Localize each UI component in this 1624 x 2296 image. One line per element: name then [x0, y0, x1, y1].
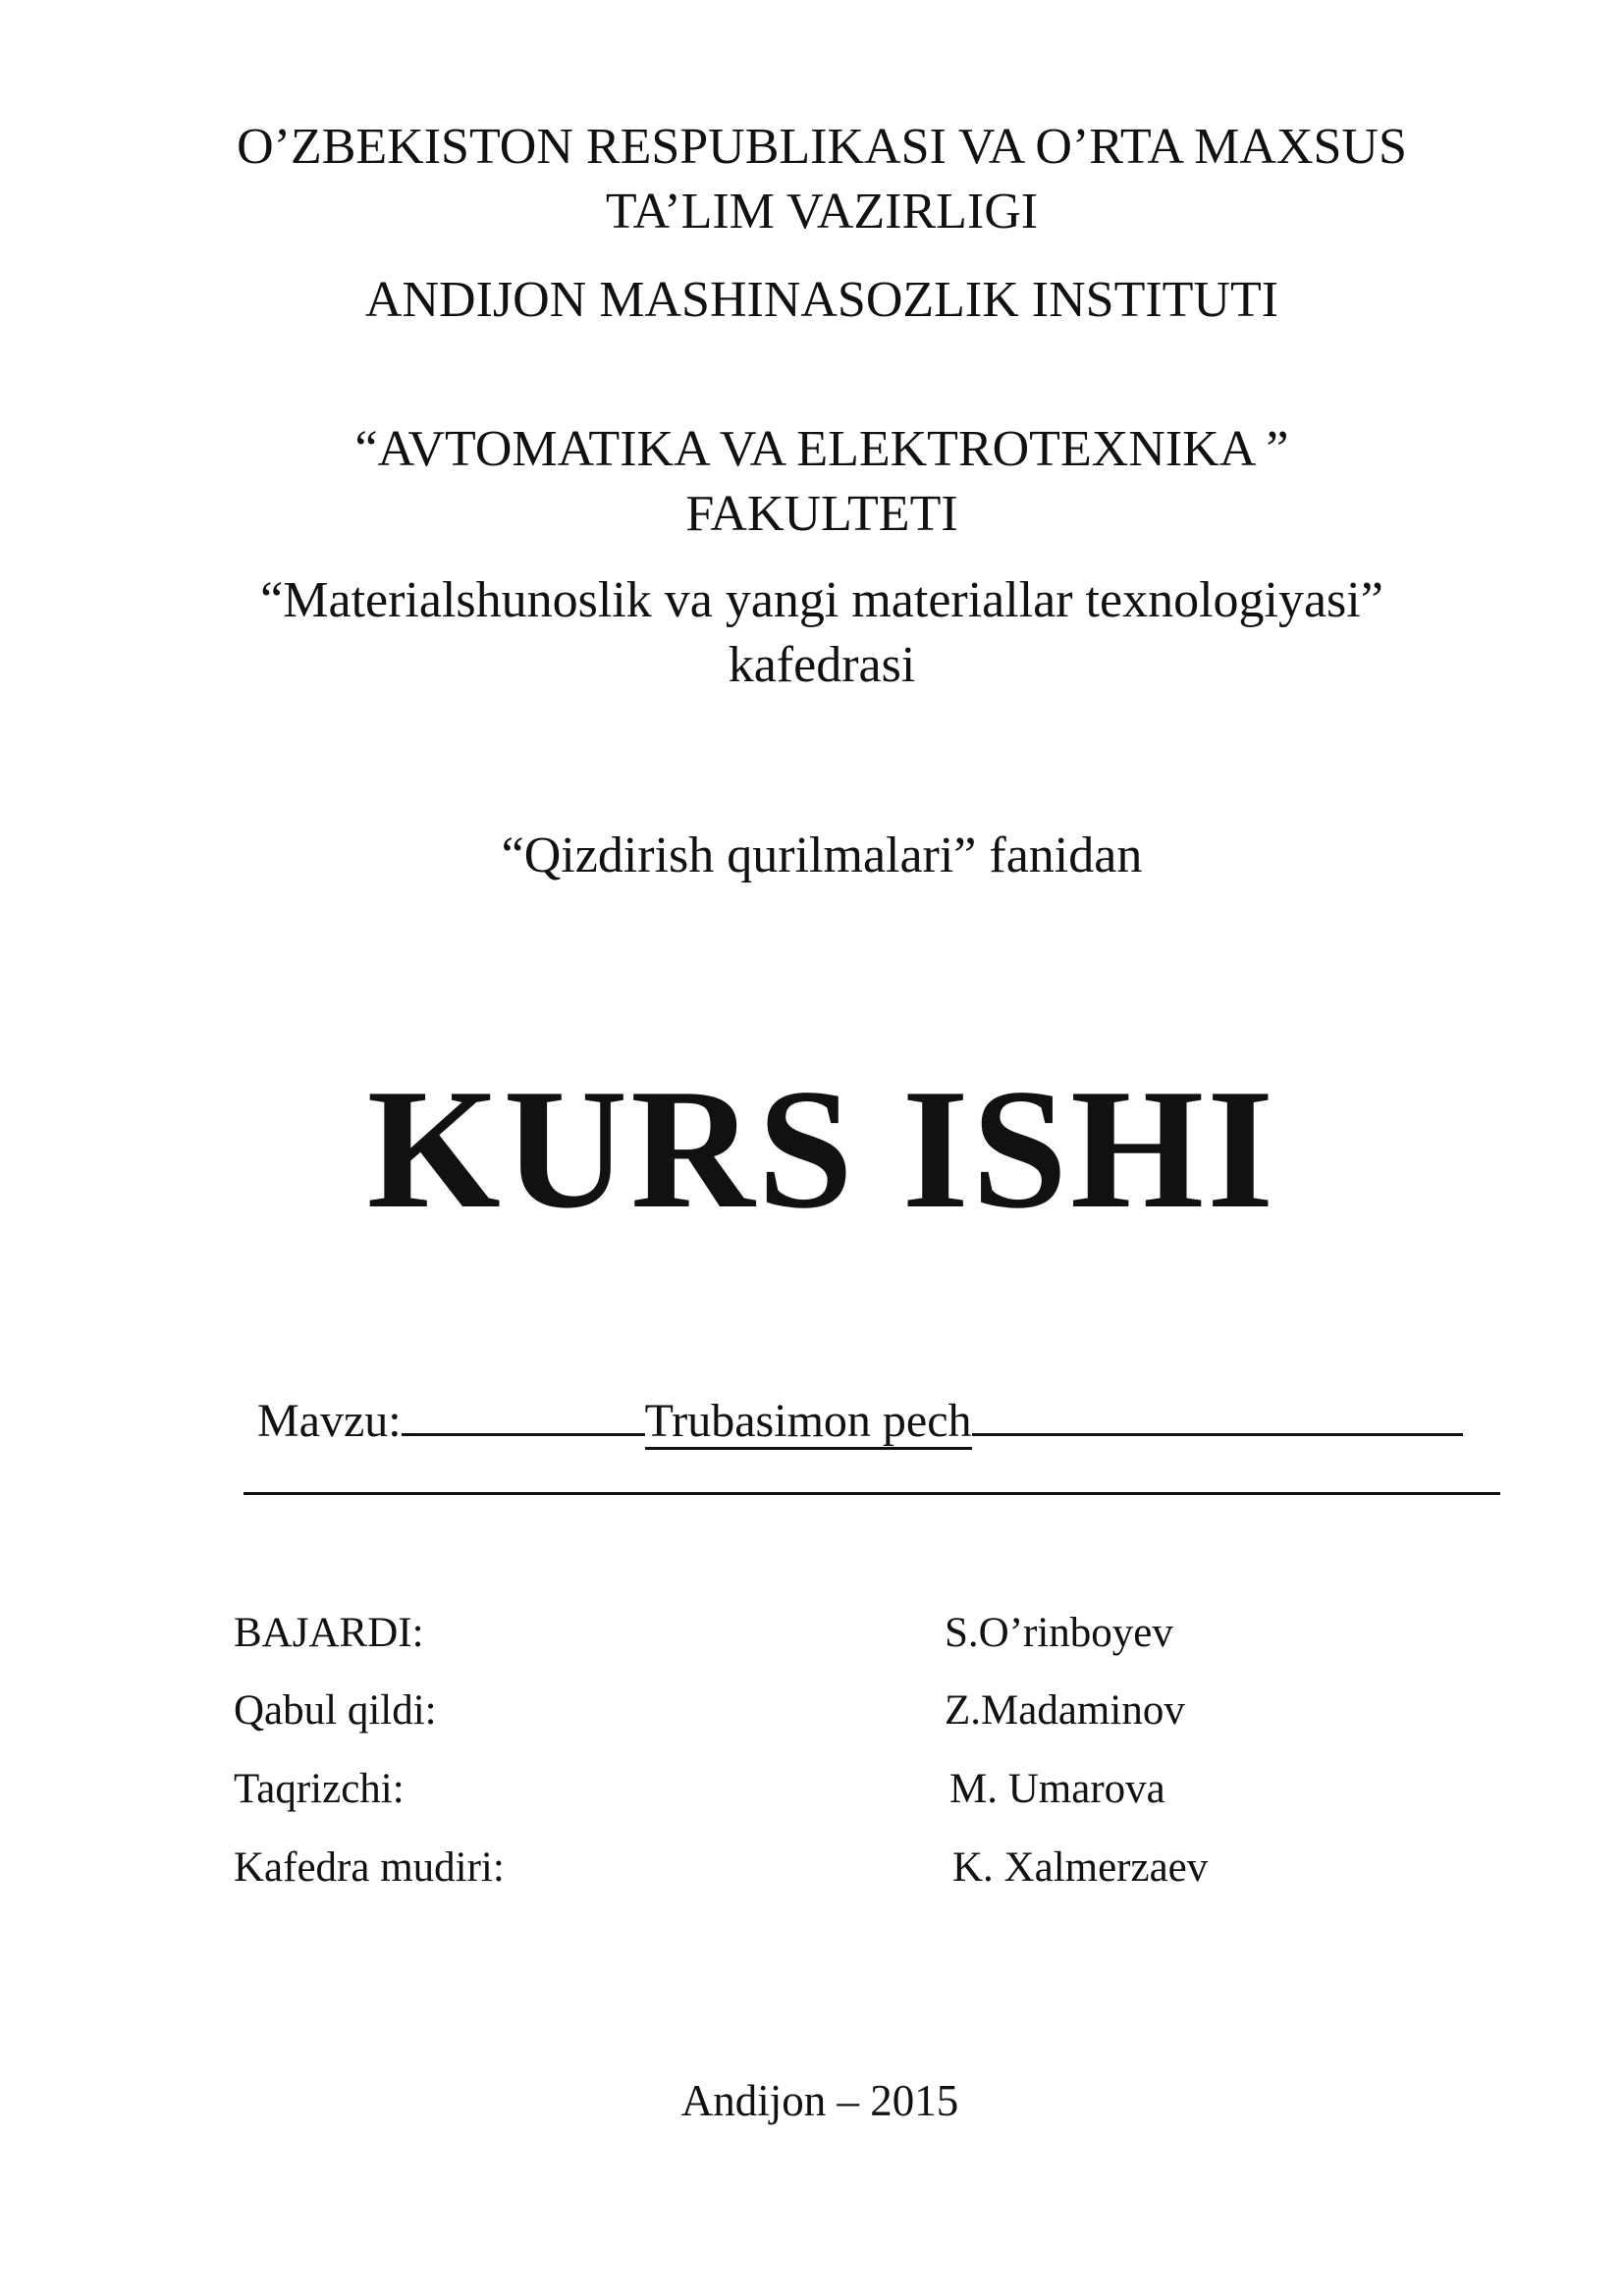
ministry-line-2: TA’LIM VAZIRLIGI — [605, 184, 1039, 240]
role-label-department-head: Kafedra mudiri: — [234, 1844, 505, 1891]
role-label-accepted-by: Qabul qildi: — [234, 1687, 437, 1734]
topic-blank-leading — [402, 1386, 645, 1436]
role-name-performer: S.O’rinboyev — [945, 1610, 1173, 1656]
topic-value: Trubasimon pech — [645, 1395, 972, 1450]
institute-name: ANDIJON MASHINASOZLIK INSTITUTI — [364, 272, 1279, 328]
faculty-line-2: FAKULTETI — [685, 486, 958, 542]
subject-line: “Qizdirish qurilmalari” fanidan — [501, 828, 1143, 883]
faculty-line-1: “AVTOMATIKA VA ELEKTROTEXNIKA ” — [354, 421, 1289, 477]
role-label-reviewer: Taqrizchi: — [234, 1766, 405, 1812]
role-name-reviewer: M. Umarova — [949, 1766, 1165, 1812]
topic-row — [257, 1386, 1463, 1451]
topic-blank-trailing — [972, 1386, 1463, 1436]
department-line-1: “Materialshunoslik va yangi materiallar texnologiyasi” — [260, 572, 1383, 628]
ministry-line-1: O’ZBEKISTON RESPUBLIKASI VA O’RTA MAXSUS — [237, 119, 1407, 175]
role-name-accepted-by: Z.Madaminov — [945, 1687, 1185, 1734]
document-title: KURS ISHI — [366, 1053, 1277, 1244]
role-name-department-head: K. Xalmerzaev — [952, 1844, 1209, 1891]
role-label-performer: BAJARDI: — [234, 1610, 424, 1656]
topic-label: Mavzu: — [257, 1395, 402, 1447]
place-and-year: Andijon – 2015 — [680, 2076, 959, 2125]
department-line-2: kafedrasi — [728, 637, 916, 693]
topic-second-line — [244, 1492, 1500, 1495]
